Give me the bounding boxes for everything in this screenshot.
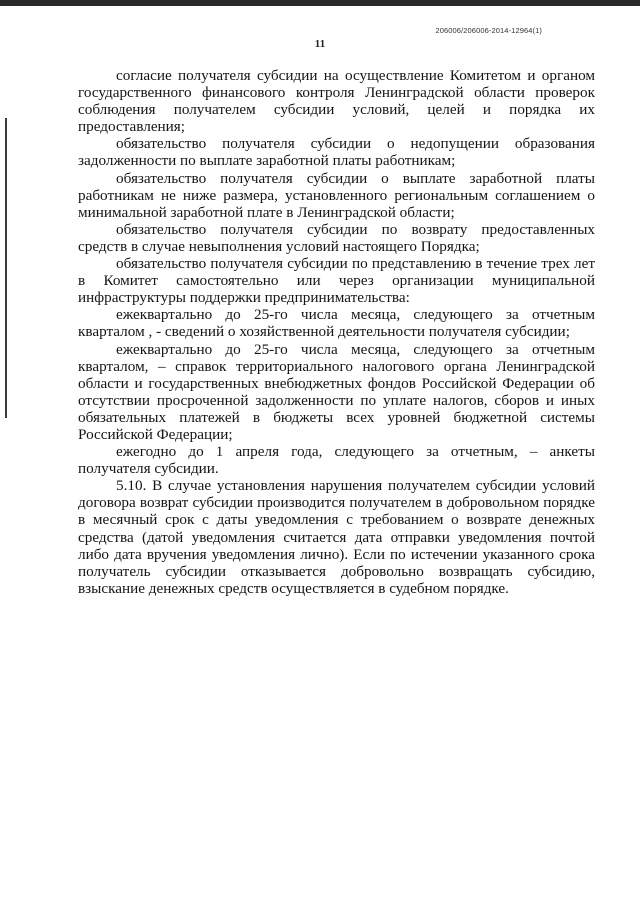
paragraph-no-wage-debt: обязательство получателя субсидии о недопущении образования задолженности по выплате заработной платы работникам; xyxy=(78,135,595,170)
document-body xyxy=(78,67,595,597)
paragraph-refund-obligation: обязательство получателя субсидии по возврату предоставленных средств в случае невыполнения условий настоящего Порядка; xyxy=(78,220,595,255)
page-number: 11 xyxy=(314,38,326,50)
scan-margin-mark xyxy=(5,118,7,418)
paragraph-quarterly-business-info: ежеквартально до 25-го числа месяца, следующего за отчетным кварталом , - сведений о хозяйственной деятельности получателя субсидии; xyxy=(78,306,595,341)
paragraph-minimum-wage: обязательство получателя субсидии о выплате заработной платы работникам не ниже размера, установленного региональным соглашением о минимальной заработной плате в Ленинградской области; xyxy=(78,169,595,221)
paragraph-5-10-subsidy-return: 5.10. В случае установления нарушения получателем субсидии условий договора возврат субсидии производится получателем в добровольном порядке в месячный срок с даты уведомления с требованием о возврате денежных средства (датой уведомления считается дата отправки уведомления почтой либо дата вручения уведомления лично). Если по истечении указанного срока получатель субсидии отказывается добровольно возвращать субсидию, взыскание денежных средств осуществляется в судебном порядке. xyxy=(78,477,595,597)
paragraph-consent-inspection: согласие получателя субсидии на осуществление Комитетом и органом государственного финансового контроля Ленинградской области проверок соблюдения получателем субсидии условий, целей и порядка их предоставления; xyxy=(78,67,595,136)
paragraph-quarterly-tax-certificates: ежеквартально до 25-го числа месяца, следующего за отчетным кварталом, – справок территориального налогового органа Ленинградской области и государственных внебюджетных фондов Российской Федерации об отсутствии просроченной задолженности по уплате налогов, сборов и иных обязательных платежей в бюджеты всех уровней бюджетной системы Российской Федерации; xyxy=(78,340,595,443)
paragraph-annual-questionnaire: ежегодно до 1 апреля года, следующего за отчетным, – анкеты получателя субсидии. xyxy=(78,443,595,478)
paragraph-reporting-obligation: обязательство получателя субсидии по представлению в течение трех лет в Комитет самостоятельно или через организации муниципальной инфраструктуры поддержки предпринимательства: xyxy=(78,255,595,307)
top-border-line xyxy=(0,0,640,6)
document-code: 206006/206006-2014-12964(1) xyxy=(435,26,542,35)
